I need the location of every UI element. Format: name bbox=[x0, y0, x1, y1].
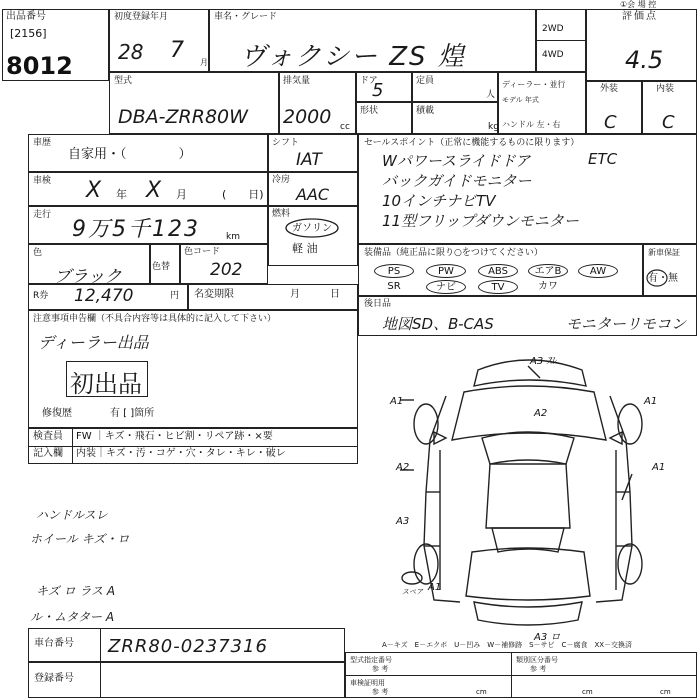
deadline-month-unit: 月 bbox=[290, 289, 300, 300]
registration-deadline-label: 名変期限 bbox=[194, 289, 234, 300]
shift: IAT bbox=[296, 150, 322, 170]
aftermarket-label: 後日品 bbox=[364, 299, 392, 309]
aftermarket-1: 地図SD、B-CAS bbox=[382, 315, 494, 333]
interior-grade: C bbox=[662, 112, 675, 133]
interior-label: 内装 bbox=[656, 84, 675, 94]
drive-4wd: 4WD bbox=[542, 50, 564, 60]
remark-3: キズ ロ ラス A bbox=[36, 584, 116, 598]
capacity-unit: 人 bbox=[486, 90, 496, 100]
equipment-item: ナビ bbox=[426, 280, 466, 294]
cert-row-divider bbox=[345, 675, 697, 676]
exterior-grade: C bbox=[604, 112, 617, 133]
chassis-number: ZRR80-0237316 bbox=[108, 636, 268, 657]
cert-col-divider bbox=[511, 652, 512, 698]
notes-line-1: ディーラー出品 bbox=[38, 333, 149, 352]
color-label: 色 bbox=[33, 248, 43, 258]
equipment-item: カワ bbox=[538, 281, 558, 292]
drive-divider bbox=[536, 40, 586, 41]
load-unit: kg bbox=[488, 122, 499, 132]
mark-a3-rear: A3 ロ bbox=[534, 632, 561, 643]
first-listing: 初出品 bbox=[70, 370, 142, 398]
model-name: ヴォクシー ZS 煌 bbox=[240, 42, 466, 72]
first-reg-label: 初度登録年月 bbox=[114, 12, 169, 22]
plate-label: 登録番号 bbox=[34, 673, 74, 684]
inspection-month-unit: 月 bbox=[176, 188, 187, 201]
lot-number: 8012 bbox=[6, 52, 73, 80]
sales-point-1: Wパワースライドドア bbox=[382, 152, 531, 170]
sales-point-2: バックガイドモニター bbox=[382, 172, 532, 190]
capacity-label: 定員 bbox=[416, 76, 435, 86]
mark-a3-front: A3 ｽﾚ bbox=[530, 356, 557, 367]
sales-point-4: 11型フリップダウンモニター bbox=[382, 212, 579, 230]
equipment-item: AW bbox=[578, 264, 618, 278]
class-label: 類別区分番号 bbox=[516, 656, 558, 664]
recycle-unit: 円 bbox=[170, 291, 180, 301]
equipment-item: エアB bbox=[528, 264, 568, 278]
entry-label: 記入欄 bbox=[33, 448, 63, 459]
type-spec-label: 型式指定番号 bbox=[350, 656, 392, 664]
doors-label: ドア bbox=[360, 76, 378, 86]
doors: 5 bbox=[372, 80, 384, 101]
mark-a2-hood: A2 bbox=[534, 408, 548, 419]
cm-unit-1: cm bbox=[476, 688, 487, 696]
displacement-label: 排気量 bbox=[283, 76, 311, 86]
sales-point-3: 10インチナビTV bbox=[382, 192, 496, 210]
aftermarket-2: モニターリモコン bbox=[566, 315, 687, 333]
interior-key-line: 内装｜キズ・汚・コゲ・穴・タレ・キレ・破レ bbox=[76, 448, 286, 459]
exterior-label: 外装 bbox=[600, 84, 619, 94]
corner-mark: ①会 場 控 bbox=[620, 0, 657, 9]
inspector-col-divider bbox=[72, 428, 73, 464]
type-spec-ref: 参 考 bbox=[372, 665, 389, 673]
equipment-item: TV bbox=[478, 280, 518, 294]
inspection-month-mark: X bbox=[146, 178, 162, 203]
new-car-warranty: 有・無 bbox=[648, 273, 678, 284]
class-ref: 参 考 bbox=[530, 665, 547, 673]
lot-number-label: 出品番号 bbox=[6, 11, 46, 22]
repair-history-value: 有 [ ]箇所 bbox=[110, 408, 155, 419]
repair-history-label: 修復歴 bbox=[42, 408, 72, 419]
handle-label: ハンドル 左・右 bbox=[502, 120, 561, 129]
notes-label: 注意事項申告欄（不具合内容等は具体的に記入して下さい） bbox=[33, 314, 277, 324]
new-car-warranty-label: 新車保証 bbox=[648, 248, 680, 257]
cert-ref: 参 考 bbox=[372, 688, 389, 696]
mileage-unit: km bbox=[226, 232, 240, 242]
deadline-day-unit: 日 bbox=[330, 289, 340, 300]
sales-point-etc: ETC bbox=[588, 150, 618, 168]
mileage: 9万5千123 bbox=[72, 217, 200, 242]
model-year-label: モデル 年式 bbox=[502, 96, 539, 104]
displacement: 2000 bbox=[283, 106, 332, 128]
recycle-fee: 12,470 bbox=[74, 286, 134, 306]
first-reg-month: 7 bbox=[170, 38, 184, 63]
aircon-label: 冷房 bbox=[272, 175, 291, 185]
cm-unit-2: cm bbox=[582, 688, 593, 696]
inspection-year-unit: 年 bbox=[116, 188, 127, 201]
color: ブラック bbox=[54, 267, 122, 287]
equipment-item: ABS bbox=[478, 264, 518, 278]
sub-number: [2156] bbox=[10, 27, 47, 40]
model-code: DBA-ZRR80W bbox=[118, 106, 248, 128]
model-code-label: 型式 bbox=[114, 76, 133, 86]
grade-value: 4.5 bbox=[625, 46, 664, 74]
mark-a1-left-front: A1 bbox=[390, 396, 404, 407]
inspection-label: 車検 bbox=[33, 176, 52, 186]
chassis-divider bbox=[100, 628, 101, 662]
displacement-unit: cc bbox=[340, 122, 350, 132]
damage-legend: A－キズ E－エクボ U－凹み W－補修跡 S－サビ C－腐食 XX－交換済 bbox=[382, 641, 633, 649]
plate-box bbox=[28, 662, 345, 698]
mark-a1-right: A1 bbox=[652, 462, 666, 473]
body-shape-label: 形状 bbox=[360, 106, 379, 116]
exterior-key-line: FW ｜キズ・飛石・ヒビ割・リペア跡・×要 bbox=[76, 431, 273, 442]
car-damage-diagram bbox=[360, 340, 697, 650]
fuel-label: 燃料 bbox=[272, 209, 291, 219]
usage: 自家用・（ ） bbox=[68, 147, 192, 162]
chassis-label: 車台番号 bbox=[34, 638, 74, 649]
cm-unit-3: cm bbox=[660, 688, 671, 696]
remark-2: ホイール キズ・ロ bbox=[30, 532, 130, 546]
aircon: AAC bbox=[296, 185, 330, 204]
fuel-circle-mark bbox=[284, 217, 340, 239]
mark-a1-spare: A1 bbox=[428, 582, 442, 593]
remark-1: ハンドルスレ bbox=[36, 508, 108, 522]
model-name-label: 車名・グレード bbox=[214, 12, 278, 22]
recycle-label: R券 bbox=[33, 291, 49, 301]
color-code-label: 色コード bbox=[184, 247, 221, 257]
equipment-item: PW bbox=[426, 264, 466, 278]
inspector-label: 検査員 bbox=[33, 431, 63, 442]
mark-a3-left: A3 bbox=[396, 516, 410, 527]
cert-length-label: 車検証明用 bbox=[350, 679, 385, 687]
inspection-year-mark: X bbox=[86, 178, 102, 203]
drive-2wd: 2WD bbox=[542, 24, 564, 34]
plate-divider bbox=[100, 662, 101, 698]
equipment-item: SR bbox=[387, 281, 401, 292]
color-code: 202 bbox=[210, 260, 243, 280]
fuel-gasoline: ガソリン bbox=[292, 223, 332, 234]
month-unit: 月 bbox=[200, 58, 208, 67]
warranty-circle-mark bbox=[646, 268, 668, 288]
grade-label: 評価点 bbox=[622, 11, 658, 22]
dealer-label: ディーラー・並行 bbox=[502, 80, 566, 89]
sales-points-label: セールスポイント（正常に機能するものに限ります） bbox=[364, 138, 580, 148]
spare-label: スペア bbox=[402, 588, 423, 596]
equipment-label: 装備品（純正品に限り○をつけてください） bbox=[364, 248, 543, 258]
load-label: 積載 bbox=[416, 106, 435, 116]
shift-label: シフト bbox=[272, 138, 300, 148]
mileage-label: 走行 bbox=[33, 210, 52, 220]
remark-4: ル・ムタター A bbox=[30, 610, 115, 624]
mark-a1-right-front: A1 bbox=[644, 396, 658, 407]
color-change-label: 色替 bbox=[152, 262, 171, 272]
inspector-row-divider bbox=[28, 446, 358, 447]
fuel-light-oil: 軽 油 bbox=[292, 242, 318, 255]
mark-a2-left: A2 bbox=[396, 462, 410, 473]
inspection-day-unit: ( 日) bbox=[222, 188, 264, 201]
first-reg-year: 28 bbox=[118, 40, 144, 64]
equipment-item: PS bbox=[374, 264, 414, 278]
usage-label: 車歴 bbox=[33, 138, 52, 148]
